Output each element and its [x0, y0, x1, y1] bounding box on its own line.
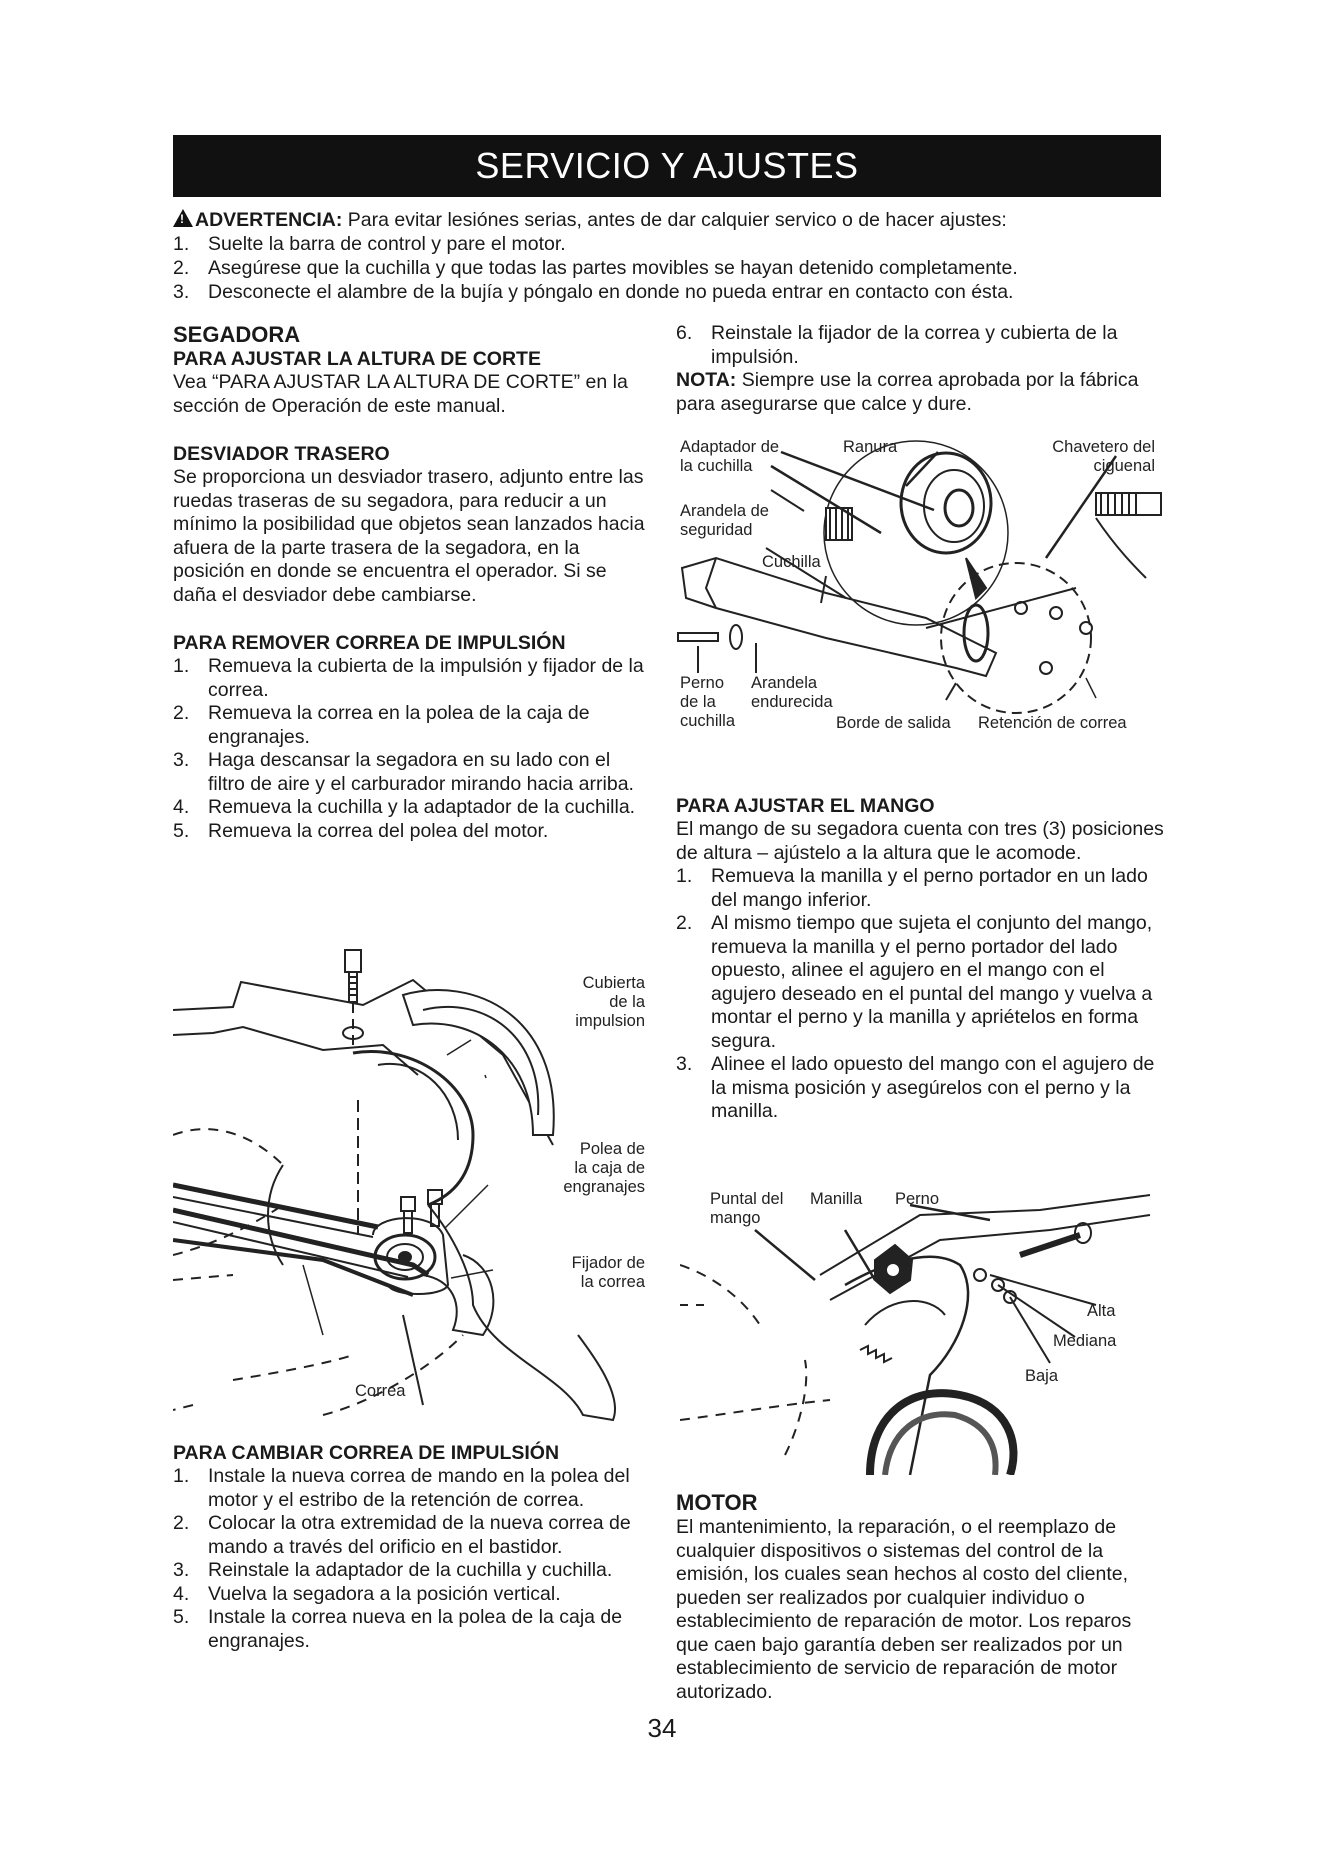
mango-section — [676, 795, 1164, 1124]
label-ranura: Ranura — [843, 438, 898, 456]
item-number: 3. — [173, 1559, 190, 1581]
label-borde: Borde de salida — [836, 714, 951, 732]
list-item — [173, 1559, 651, 1583]
label-puntal: Puntal del mango — [710, 1190, 784, 1227]
list-item — [173, 1583, 651, 1607]
heading-desviador: DESVIADOR TRASERO — [173, 443, 390, 465]
label-manilla: Manilla — [810, 1190, 863, 1208]
label-arandela-seguridad: Arandela de seguridad — [680, 502, 769, 539]
item-text: Alinee el lado opuesto del mango con el agujero de la misma posición y asegúrelos con el perno y la manilla. — [711, 1053, 1155, 1122]
item-text: Al mismo tiempo que sujeta el conjunto del mango, remueva la manilla y el perno portador del lado opuesto, alinee el agujero en el mango con el agujero deseado en el puntal del mango y vuelva a montar el perno y la manilla y apriételos en forma segura. — [711, 912, 1153, 1052]
item-number: 3. — [173, 281, 190, 303]
label-mediana: Mediana — [1053, 1332, 1117, 1350]
label-alta: Alta — [1087, 1302, 1116, 1320]
item-text: Suelte la barra de control y pare el motor. — [208, 233, 566, 255]
list-item — [676, 912, 1164, 1053]
list-item — [173, 820, 651, 844]
heading-mango: PARA AJUSTAR EL MANGO — [676, 795, 935, 817]
handle-figure — [680, 1185, 1160, 1475]
warning-block — [173, 208, 1163, 304]
warning-list — [173, 232, 1163, 304]
list-item — [676, 865, 1164, 912]
nota-paragraph — [676, 369, 1164, 416]
label-baja: Baja — [1025, 1367, 1059, 1385]
item-number: 3. — [676, 1053, 693, 1075]
item-number: 4. — [173, 796, 190, 818]
item-number: 1. — [173, 233, 190, 255]
item-text: Haga descansar la segadora en su lado con el filtro de aire y el carburador mirando hacia arriba. — [208, 749, 634, 795]
item-text: Reinstale la fijador de la correa y cubierta de la impulsión. — [711, 322, 1118, 368]
warning-triangle-icon — [173, 209, 193, 227]
nota-label: NOTA: — [676, 369, 737, 391]
item-number: 6. — [676, 322, 693, 344]
blade-figure — [676, 438, 1164, 748]
item-text: Remueva la correa en la polea de la caja de engranajes. — [208, 702, 590, 748]
mango-text: El mango de su segadora cuenta con tres (3) posiciones de altura – ajústelo a la altura que le acomode. — [676, 818, 1164, 864]
item-text: Remueva la manilla y el perno portador en un lado del mango inferior. — [711, 865, 1148, 911]
left-column — [173, 322, 651, 843]
nota-text: Siempre use la correa aprobada por la fábrica para asegurarse que calce y dure. — [676, 369, 1139, 415]
list-item — [676, 1053, 1164, 1124]
item-text: Remueva la cubierta de la impulsión y fijador de la correa. — [208, 655, 644, 701]
motor-section — [676, 1490, 1164, 1704]
cambiar-section — [173, 1442, 651, 1653]
item-number: 1. — [173, 655, 190, 677]
section-title-motor: MOTOR — [676, 1490, 758, 1515]
item-number: 2. — [173, 702, 190, 724]
item-number: 3. — [173, 749, 190, 771]
list-item — [676, 322, 1164, 369]
item-number: 4. — [173, 1582, 190, 1605]
item-text: Colocar la otra extremidad de la nueva correa de mando a través del orificio en el bastidor. — [208, 1512, 631, 1558]
list-item — [173, 1606, 651, 1653]
label-cubierta: Cubierta de la impulsion — [575, 974, 645, 1030]
desviador-text: Se proporciona un desviador trasero, adjunto entre las ruedas traseras de su segadora, para reducir a un mínimo la posibilidad que objetos sean lanzados hacia afuera de la parte trasera de la segadora, en la posición en donde se encuentra el operador. Si se daña el desviador debe cambiarse. — [173, 466, 645, 606]
label-retencion: Retención de correa — [978, 714, 1127, 732]
warning-line — [173, 208, 1163, 232]
item-text: Remueva la cuchilla y la adaptador de la cuchilla. — [208, 796, 636, 818]
list-item — [173, 749, 651, 796]
list-item — [173, 232, 1163, 256]
cambiar-list — [173, 1465, 651, 1653]
heading-altura: PARA AJUSTAR LA ALTURA DE CORTE — [173, 348, 541, 370]
label-adaptador: Adaptador de la cuchilla — [680, 438, 780, 475]
item-number: 1. — [676, 865, 693, 887]
page-number: 34 — [647, 1713, 677, 1743]
item-text: Vuelva la segadora a la posición vertical. — [208, 1582, 561, 1605]
label-correa: Correa — [355, 1382, 406, 1400]
warning-label: ADVERTENCIA: — [195, 209, 343, 231]
item-text: Reinstale la adaptador de la cuchilla y cuchilla. — [208, 1559, 613, 1581]
motor-text: El mantenimiento, la reparación, o el reemplazo de cualquier dispositivos o sistemas del control de la emisión, los cuales sean hechos al costo del cliente, pueden ser realizados por cualquier individuo o establecimiento de reparación de motor. Los reparos que caen bajo garantía deben ser realizados por un establecimiento de servicio de reparación de motor autorizado. — [676, 1516, 1132, 1703]
list-item — [173, 1465, 651, 1512]
item-text: Desconecte el alambre de la bujía y póngalo en donde no pueda entrar en contacto con ésta. — [208, 281, 1014, 303]
item-text: Instale la nueva correa de mando en la polea del motor y el estribo de la retención de correa. — [208, 1465, 630, 1511]
altura-text: Vea “PARA AJUSTAR LA ALTURA DE CORTE” en la sección de Operación de este manual. — [173, 371, 628, 417]
right-column-top — [676, 322, 1164, 416]
list-item — [173, 702, 651, 749]
label-polea: Polea de la caja de engranajes — [563, 1140, 645, 1196]
item-number: 5. — [173, 1606, 190, 1628]
item-text: Instale la correa nueva en la polea de la caja de engranajes. — [208, 1606, 623, 1652]
label-fijador: Fijador de la correa — [571, 1254, 645, 1291]
warning-text: Para evitar lesiónes serias, antes de dar calquier servico o de hacer ajustes: — [342, 209, 1007, 231]
label-cuchilla: Cuchilla — [762, 553, 821, 571]
blade-illustration — [676, 438, 1164, 748]
page-title-banner: SERVICIO Y AJUSTES — [173, 135, 1161, 197]
section-title-segadora: SEGADORA — [173, 322, 301, 347]
item-text: Remueva la correa del polea del motor. — [208, 819, 549, 842]
label-perno-mango: Perno — [895, 1190, 940, 1208]
handle-illustration — [680, 1185, 1160, 1475]
item-number: 2. — [173, 1512, 190, 1534]
list-item — [173, 796, 651, 820]
item-number: 2. — [173, 257, 190, 279]
heading-remover: PARA REMOVER CORREA DE IMPULSIÓN — [173, 632, 566, 654]
item-number: 1. — [173, 1465, 190, 1487]
label-chavetero: Chavetero del ciguenal — [1052, 438, 1155, 475]
list-item — [173, 1512, 651, 1559]
remover-list — [173, 655, 651, 843]
heading-cambiar: PARA CAMBIAR CORREA DE IMPULSIÓN — [173, 1442, 560, 1464]
item-number: 5. — [173, 819, 190, 842]
list-item — [173, 280, 1163, 304]
list-item — [173, 256, 1163, 280]
mango-list — [676, 865, 1164, 1124]
label-arandela-endurecida: Arandela endurecida — [751, 674, 833, 711]
step6-list — [676, 322, 1164, 369]
list-item — [173, 655, 651, 702]
label-perno: Perno de la cuchilla — [680, 674, 736, 730]
item-text: Asegúrese que la cuchilla y que todas las partes movibles se hayan detenido completamente. — [208, 257, 1018, 279]
item-number: 2. — [676, 912, 693, 934]
